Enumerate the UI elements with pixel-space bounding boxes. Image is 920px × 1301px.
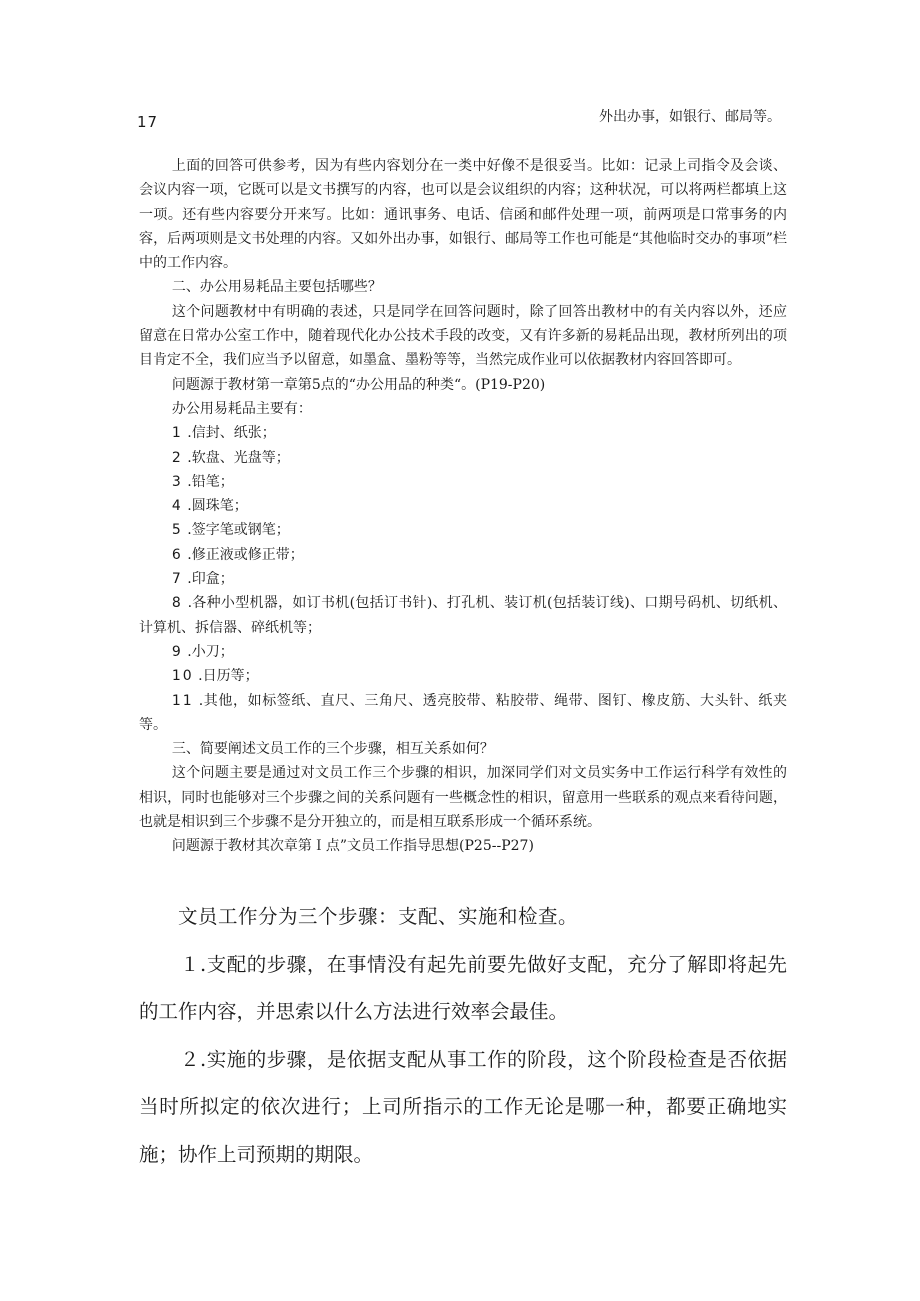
paragraph-consumables-lead: 办公用易耗品主要有： bbox=[171, 400, 312, 417]
list-item-number: 3 bbox=[171, 473, 183, 490]
list-item-text: .签字笔或钢笔； bbox=[187, 522, 290, 539]
list-item-text: .各种小型机器，如订书机(包括订书针)、打孔机、装订机(包括装订线)、口期号码机、切纸机、计算机、拆信器、碎纸机等； bbox=[139, 595, 787, 636]
list-item bbox=[139, 421, 787, 445]
list-item-number: 6 bbox=[171, 546, 183, 563]
list-item bbox=[139, 567, 787, 591]
paragraph-step-plan: １.支配的步骤，在事情没有起先前要先做好支配，充分了解即将起先的工作内容，并思索以什么方法进行效率会最佳。 bbox=[139, 952, 787, 1023]
list-item-number: 7 bbox=[171, 571, 183, 588]
list-item-text: .信封、纸张； bbox=[187, 425, 276, 442]
list-item-text: .印盒； bbox=[187, 571, 234, 588]
body-text-small bbox=[139, 154, 787, 859]
list-item bbox=[139, 640, 787, 664]
paragraph-source-ref-1: 问题源于教材第一章第5点的“办公用品的种类“。(P19-P20) bbox=[171, 376, 546, 393]
list-item bbox=[139, 689, 787, 738]
list-item bbox=[139, 664, 787, 688]
list-item-text: .日历等； bbox=[198, 668, 259, 685]
paragraph-steps-intro: 这个问题主要是通过对文员工作三个步骤的相识，加深同学们对文员实务中工作运行科学有效性的相识，同时也能够对三个步骤之间的关系问题有一些概念性的相识，留意用一些联系的观点来看待问题，也就是相识到三个步骤不是分开独立的，而是相互联系形成一个循环系统。 bbox=[139, 765, 787, 831]
list-item-number: 5 bbox=[171, 522, 183, 539]
paragraph-consumables-intro: 这个问题教材中有明确的表述，只是同学在回答问题时，除了回答出教材中的有关内容以外，还应留意在日常办公室工作中，随着现代化办公技术手段的改变，又有许多新的易耗品出现，教材所列出的项目肯定不全，我们应当予以留意，如墨盒、墨粉等等，当然完成作业可以依据教材内容回答即可。 bbox=[139, 303, 787, 369]
list-item bbox=[139, 591, 787, 640]
list-item-text: .铅笔； bbox=[187, 473, 234, 490]
paragraph-step-implement: ２.实施的步骤，是依据支配从事工作的阶段，这个阶段检查是否依据当时所拟定的依次进行；上司所指示的工作无论是哪一种，都要正确地实施；协作上司预期的期限。 bbox=[139, 1047, 787, 1166]
paragraph-source-ref-2: 问题源于教材其次章第Ｉ点”文员工作指导思想(P25--P27) bbox=[171, 838, 534, 855]
list-item bbox=[139, 543, 787, 567]
list-item-text: .圆珠笔； bbox=[187, 498, 248, 515]
list-item-text: .软盘、光盘等； bbox=[187, 449, 290, 466]
list-item-number: 11 bbox=[171, 692, 194, 709]
list-item-text: .其他，如标签纸、直尺、三角尺、透亮胶带、粘胶带、绳带、图钉、橡皮筋、大头针、纸夹等。 bbox=[139, 692, 787, 733]
running-header: 外出办事，如银行、邮局等。 bbox=[599, 109, 781, 125]
list-item-text: .小刀； bbox=[187, 643, 234, 660]
consumables-list bbox=[139, 421, 787, 737]
body-text-large bbox=[139, 893, 787, 1178]
list-item bbox=[139, 470, 787, 494]
section-heading-2: 二、办公用易耗品主要包括哪些？ bbox=[171, 279, 382, 296]
list-item bbox=[139, 518, 787, 542]
list-item bbox=[139, 494, 787, 518]
paragraph-three-steps: 文员工作分为三个步骤：支配、实施和检查。 bbox=[178, 905, 579, 928]
list-item-number: 4 bbox=[171, 498, 183, 515]
list-item-text: .修正液或修正带； bbox=[187, 546, 304, 563]
list-item-number: 1 bbox=[171, 425, 183, 442]
paragraph-answer-note: 上面的回答可供参考，因为有些内容划分在一类中好像不是很妥当。比如：记录上司指令及会谈、会议内容一项，它既可以是文书撰写的内容，也可以是会议组织的内容；这种状况，可以将两栏都填上这一项。还有些内容要分开来写。比如：通讯事务、电话、信函和邮件处理一项，前两项是口常事务的内容，后两项则是文书处理的内容。又如外出办事，如银行、邮局等工作也可能是“其他临时交办的事项”栏中的工作内容。 bbox=[139, 158, 787, 272]
list-item-number: 9 bbox=[171, 643, 183, 660]
list-item-number: 2 bbox=[171, 449, 183, 466]
list-item-number: 10 bbox=[171, 668, 194, 685]
list-item-number: 8 bbox=[171, 595, 183, 612]
section-heading-3: 三、简要阐述文员工作的三个步骤，相互关系如何？ bbox=[171, 741, 494, 758]
list-item bbox=[139, 446, 787, 470]
page-number: 17 bbox=[137, 113, 159, 131]
